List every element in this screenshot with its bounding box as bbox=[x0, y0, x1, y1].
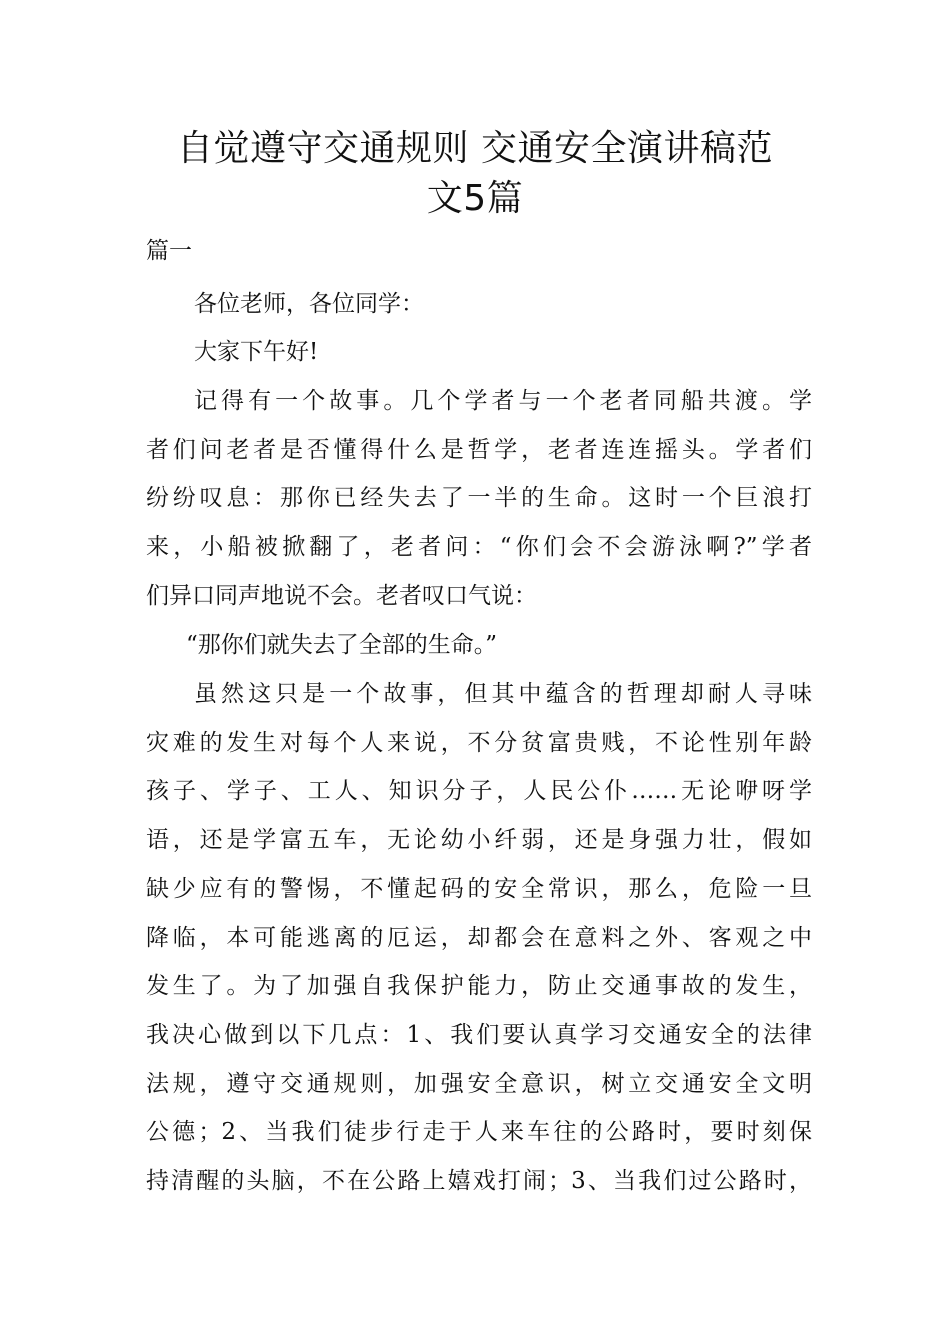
paragraph-hello bbox=[146, 328, 812, 377]
paragraph-line: 来，小船被掀翻了，老者问：“你们会不会游泳啊?”学者 bbox=[146, 534, 812, 561]
paragraph-line: 大家下午好! bbox=[194, 339, 319, 365]
paragraph-line: 持清醒的头脑，不在公路上嬉戏打闹；3、当我们过公路时， bbox=[146, 1168, 812, 1195]
paragraph-line: 各位老师，各位同学： bbox=[194, 291, 424, 317]
paragraph-line: 们异口同声地说不会。老者叹口气说： bbox=[146, 582, 537, 609]
paragraph-reflection bbox=[146, 670, 812, 1206]
paragraph-line: 者们问老者是否懂得什么是哲学，老者连连摇头。学者们 bbox=[146, 436, 812, 463]
paragraph-story bbox=[146, 377, 812, 621]
paragraph-line: 法规，遵守交通规则，加强安全意识，树立交通安全文明 bbox=[146, 1070, 812, 1097]
paragraph-quote bbox=[146, 621, 812, 670]
paragraph-line: 缺少应有的警惕，不懂起码的安全常识，那么，危险一旦 bbox=[146, 875, 812, 902]
paragraph-line: 发生了。为了加强自我保护能力，防止交通事故的发生， bbox=[146, 973, 812, 1000]
paragraph-line: 我决心做到以下几点：1、我们要认真学习交通安全的法律 bbox=[146, 1021, 812, 1048]
paragraph-line: 虽然这只是一个故事，但其中蕴含的哲理却耐人寻味 bbox=[194, 681, 812, 707]
section-label: 篇一 bbox=[146, 238, 192, 264]
paragraph-line: 记得有一个故事。几个学者与一个老者同船共渡。学 bbox=[194, 388, 812, 414]
paragraph-line: 孩子、学子、工人、知识分子，人民公仆……无论咿呀学 bbox=[146, 778, 812, 805]
paragraph-line: “那你们就失去了全部的生命。” bbox=[186, 632, 498, 658]
title-line: 自觉遵守交通规则 交通安全演讲稿范 bbox=[177, 128, 773, 169]
paragraph-greeting bbox=[146, 280, 812, 329]
paragraph-line: 语，还是学富五车，无论幼小纤弱，还是身强力壮，假如 bbox=[146, 827, 812, 854]
paragraph-line: 灾难的发生对每个人来说，不分贫富贵贱，不论性别年龄 bbox=[146, 729, 812, 756]
paragraph-line: 纷纷叹息：那你已经失去了一半的生命。这时一个巨浪打 bbox=[146, 485, 812, 512]
document-title bbox=[120, 124, 830, 224]
title-line: 文5篇 bbox=[426, 178, 524, 219]
paragraph-line: 公德；2、当我们徒步行走于人来车往的公路时，要时刻保 bbox=[146, 1119, 812, 1146]
paragraph-line: 降临，本可能逃离的厄运，却都会在意料之外、客观之中 bbox=[146, 924, 812, 951]
